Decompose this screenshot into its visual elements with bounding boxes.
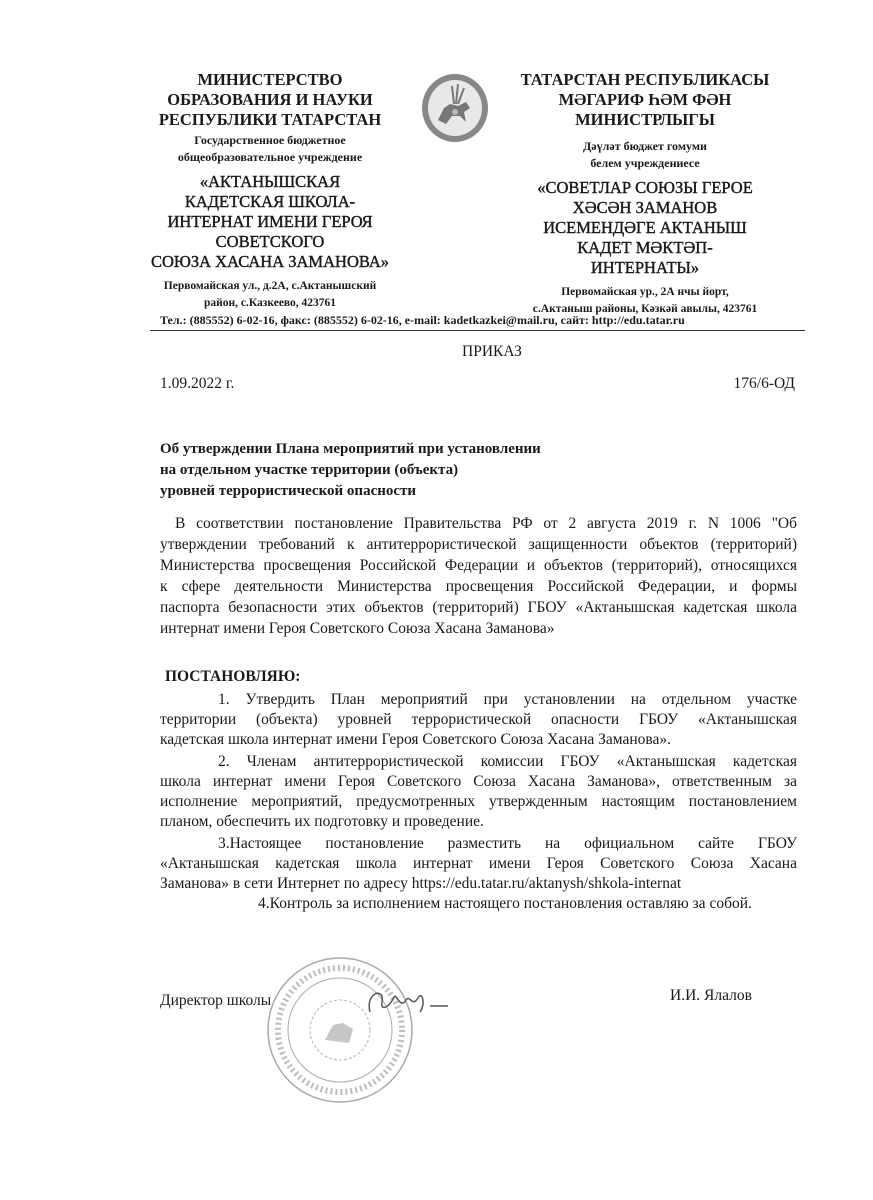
text-line: В соответствии постановление Правительства РФ от 2 августа 2019 г. N 1006 "Об [175,515,797,532]
text-line: утверждении требований к антитеррористической защищенности объектов (территорий) [160,536,797,553]
text: МИНИСТРЛЫГЫ [575,110,715,129]
header-right [510,70,780,318]
text-line: исполнение мероприятий, предусмотренных утвержденным настоящим постановлением [160,793,797,810]
text: СОЮЗА ХАСАНА ЗАМАНОВА» [151,252,389,271]
official-stamp-icon [265,955,415,1105]
text: Дәүләт бюджет гомуми [583,139,707,153]
text: МИНИСТЕРСТВО [197,70,343,89]
text-line: школа интернат имени Героя Советского Союза Хасана Заманова», ответственным за [160,773,797,790]
signature-name: И.И. Ялалов [670,987,752,1004]
text: Первомайская ур., 2А нчы йорт, [561,286,729,298]
signature-icon [360,982,450,1027]
resolve-heading: ПОСТАНОВЛЯЮ: [165,668,301,685]
school-name [150,172,390,272]
text-line: 4.Контроль за исполнением настоящего постановления оставляю за собой. [258,895,752,912]
institution-type [150,132,390,166]
text: Государственное бюджетное [194,133,346,147]
contacts-line: Тел.: (885552) 6-02-16, факс: (885552) 6-02-16, e-mail: kadetkazkei@mail.ru, сайт: http://edu.tatar.ru [160,313,685,327]
text: Первомайская ул., д.2А, с.Актанышский [163,280,377,292]
text-line: 1. Утвердить План мероприятий при установлении на отдельном участке [218,691,797,708]
text-line: 2. Членам антитеррористической комиссии ГБОУ «Актанышская кадетская [218,753,797,770]
text: ТАТАРСТАН РЕСПУБЛИКАСЫ [520,70,770,89]
text: «СОВЕТЛАР СОЮЗЫ ГЕРОЕ [537,178,753,197]
address [150,278,390,312]
text: общеобразовательное учреждение [177,150,363,164]
doc-title: Об утверждении Плана мероприятий при установлении [160,441,541,457]
text: КАДЕТСКАЯ ШКОЛА- [184,192,356,211]
doc-title: на отдельном участке территории (объекта) [160,462,459,478]
doc-type: ПРИКАЗ [462,343,522,360]
text-line: планом, обеспечить их подготовку и проведение. [160,813,484,830]
text-line: кадетская школа интернат имени Героя Советского Союза Хасана Заманова». [160,731,672,748]
doc-number: 176/6-ОД [733,375,795,392]
header-divider [150,330,805,331]
text: ИСЕМЕНДӘГЕ АКТАНЫШ [543,218,747,237]
text-line: Заманова» в сети Интернет по адресу https://edu.tatar.ru/aktanysh/shkola-internat [160,875,682,892]
header-left [150,70,390,312]
text-line: интернат имени Героя Советского Союза Хасана Заманова» [160,620,555,637]
text-line: к сфере деятельности Министерства просвещения Российской Федерации, и формы [160,578,797,595]
text: РЕСПУБЛИКИ ТАТАРСТАН [158,110,382,129]
ministry-name-tatar [510,70,780,130]
signature-position: Директор школы [160,992,272,1009]
text: район, с.Казкеево, 423761 [203,297,337,309]
text: ОБРАЗОВАНИЯ И НАУКИ [167,90,373,109]
text: ХӘСӘН ЗАМАНОВ [572,198,718,217]
text: с.Актаныш районы, Кәзкәй авылы, 423761 [532,303,758,315]
text: «АКТАНЫШСКАЯ [199,172,341,191]
text: белем учреждениесе [590,156,700,170]
institution-type-tatar [510,138,780,172]
text-line: «Актанышская кадетская школа интернат имени Героя Советского Союза Хасана [160,855,797,872]
school-name-tatar [510,178,780,278]
text: ИНТЕРНАТЫ» [590,258,700,277]
doc-title: уровней террористической опасности [160,483,417,499]
text-line: территории (объекта) уровней террористической опасности ГБОУ «Актанышская [160,711,797,728]
ministry-name [150,70,390,130]
text: КАДЕТ МӘКТӘП- [577,238,713,257]
doc-date: 1.09.2022 г. [160,375,235,392]
text: СОВЕТСКОГО [215,232,325,251]
text-line: 3.Настоящее постановление разместить на официальном сайте ГБОУ [218,835,797,852]
text: МӘГАРИФ ҺӘМ ФӘН [558,90,732,109]
text-line: паспорта безопасности этих объектов (территорий) ГБОУ «Актанышская кадетская школа [160,599,797,616]
text-line: Министерства просвещения Российской Федерации и объектов (территорий), относящихся [160,557,797,574]
text: ИНТЕРНАТ ИМЕНИ ГЕРОЯ [167,212,373,231]
tatarstan-emblem-icon [420,72,490,144]
